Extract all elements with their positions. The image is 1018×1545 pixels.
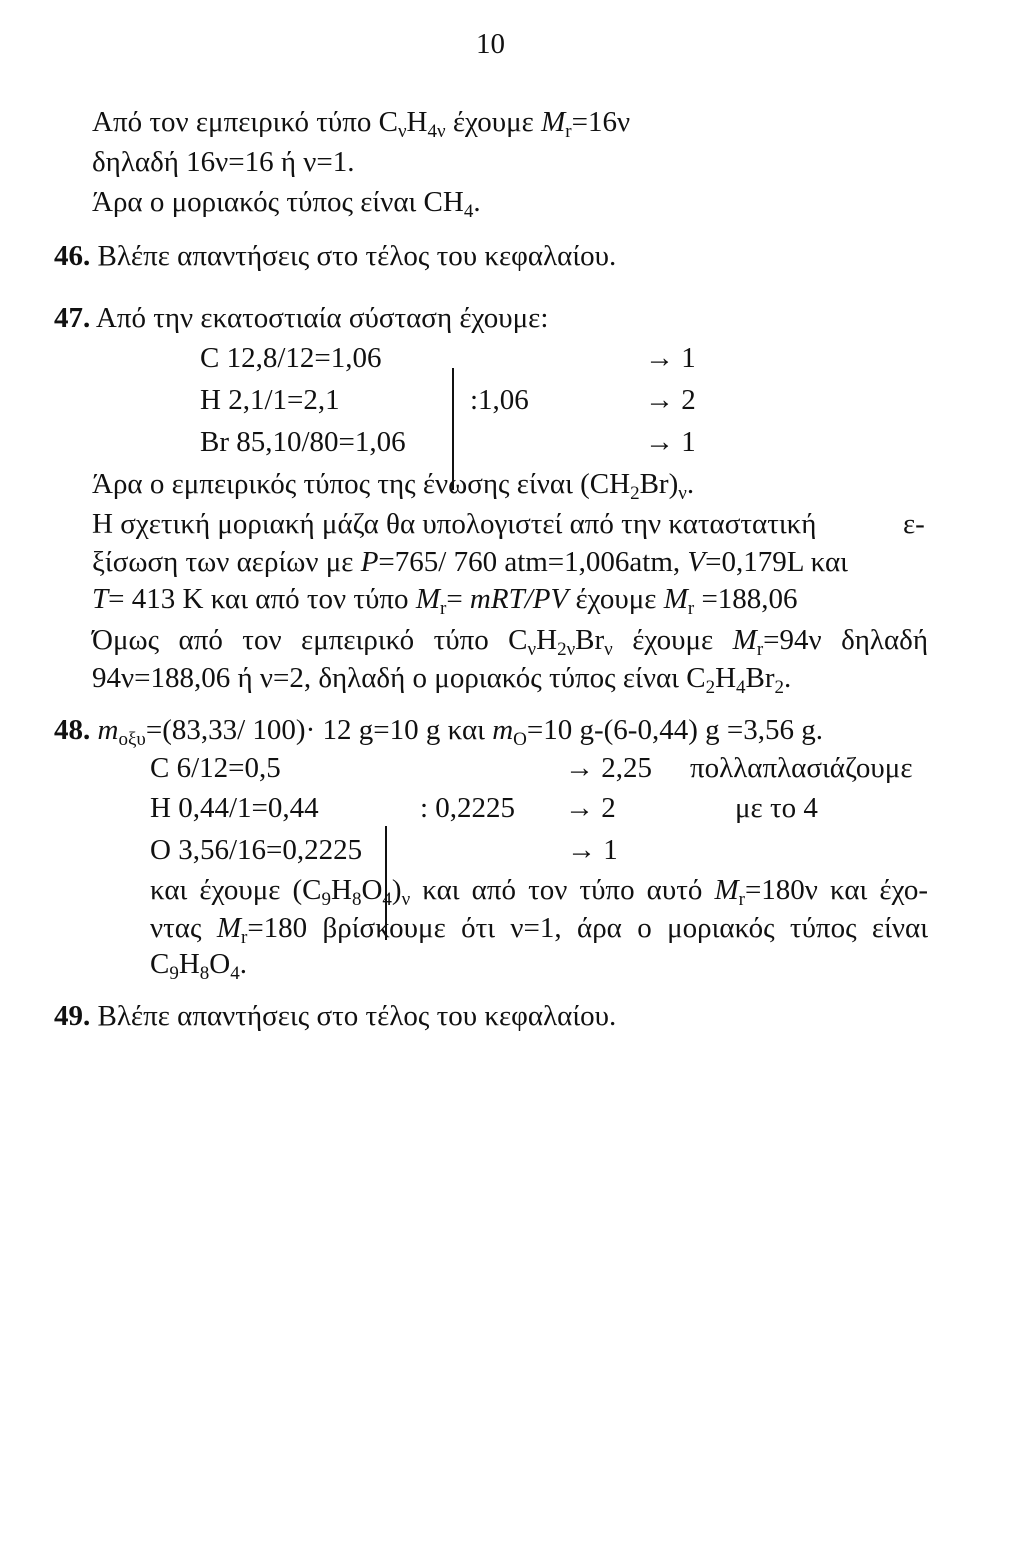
q47-result-h: → 2	[645, 384, 696, 416]
q47-para1-line3: T= 413 K και από τον τύπο $M_r= mRT/PV$ έχουμε $M_r =188,06$	[92, 583, 798, 619]
q47-para1-line2: ξίσωση των αερίων με P=765/ 760 atm=1,006atm, V=0,179L και	[92, 546, 848, 578]
q48-conclusion-line3: $C_9H_8O_4$.	[150, 948, 247, 984]
q48-calc-c: C 6/12=0,5	[150, 752, 281, 784]
question-48-line1: 48. $m_{o\xi\upsilon}=(83,33/$ 100)· 12 g=10 g και $m_O=10$ g-(6-0,44) g =3,56 g.	[54, 714, 823, 750]
q47-para2-line2: 94ν=188,06 ή ν=2, δηλαδή ο μοριακός τύπος είναι $C_2H_4Br_2$.	[92, 662, 792, 698]
q48-result-o: → 1	[567, 834, 618, 866]
q48-divisor: : 0,2225	[420, 792, 516, 824]
intro-line-1: Από τον εμπειρικό τύπο $C_\nu H_{4\nu}$ έχουμε $M_r=16\nu$	[92, 106, 631, 142]
q47-para1-hyphen: ε-	[903, 508, 925, 540]
intro-line-3: Άρα ο μοριακός τύπος είναι $CH_4$.	[92, 186, 481, 222]
page-number: 10	[476, 28, 505, 60]
q48-note-2: με το 4	[735, 792, 818, 824]
q47-para2-line1: Όμως από τον εμπειρικό τύπο $C_\nu H_{2\nu}Br_\nu$ έχουμε $M_r=94\nu$ δηλαδή	[92, 624, 928, 660]
question-47-intro: 47. Από την εκατοστιαία σύσταση έχουμε:	[54, 302, 549, 334]
q48-result-h: → 2	[565, 792, 616, 824]
q48-calc-h: H 0,44/1=0,44	[150, 792, 319, 824]
q47-result-br: → 1	[645, 426, 696, 458]
q48-note-1: πολλαπλασιάζουμε	[690, 752, 913, 784]
q47-calc-h: H 2,1/1=2,1	[200, 384, 340, 416]
intro-line-2: δηλαδή 16ν=16 ή ν=1.	[92, 146, 355, 178]
question-49: 49. Βλέπε απαντήσεις στο τέλος του κεφαλαίου.	[54, 1000, 617, 1032]
q48-conclusion-line1: και έχουμε $(C_9H_8O_4)_\nu$ και από τον τύπο αυτό $M_r=180\nu$ και έχο-	[150, 874, 928, 910]
q48-conclusion-line2: ντας $M_r=180$ βρίσκουμε ότι ν=1, άρα ο μοριακός τύπος είναι	[150, 912, 928, 948]
q47-divisor: :1,06	[470, 384, 529, 416]
question-46: 46. Βλέπε απαντήσεις στο τέλος του κεφαλαίου.	[54, 240, 617, 272]
q47-result-c: → 1	[645, 342, 696, 374]
q47-empirical-line: Άρα ο εμπειρικός τύπος της ένωσης είναι $(CH_2Br)_\nu$.	[92, 468, 695, 504]
q48-calc-o: O 3,56/16=0,2225	[150, 834, 363, 866]
q48-result-c: → 2,25	[565, 752, 652, 784]
q47-para1-line1: Η σχετική μοριακή μάζα θα υπολογιστεί από την καταστατική	[92, 508, 817, 540]
q47-calc-br: Br 85,10/80=1,06	[200, 426, 406, 458]
q47-calc-c: C 12,8/12=1,06	[200, 342, 382, 374]
